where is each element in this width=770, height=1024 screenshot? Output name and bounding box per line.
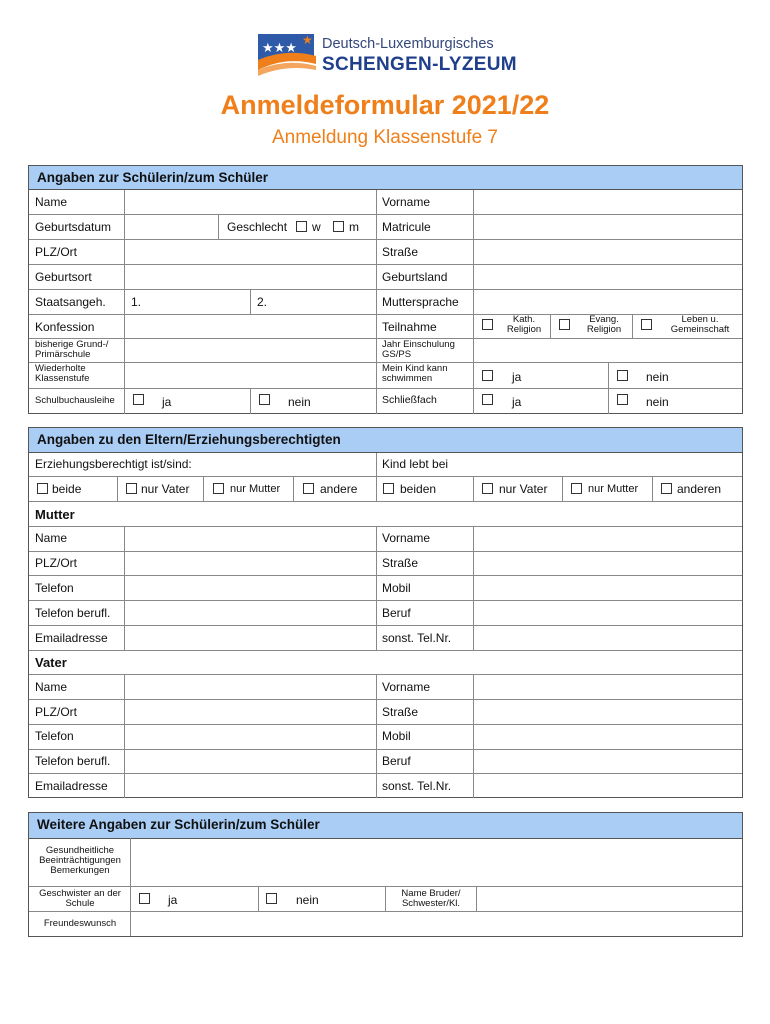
- konfession-field[interactable]: [125, 315, 375, 337]
- vater-label-name: Name: [35, 680, 68, 694]
- checkbox-schulbuch-ja[interactable]: [133, 394, 144, 405]
- label-nr2: 2.: [257, 295, 268, 309]
- vater-label-plz: PLZ/Ort: [35, 705, 78, 719]
- school-logo: [258, 30, 528, 80]
- geburtsort-field[interactable]: [125, 265, 375, 288]
- label-andere: andere: [320, 482, 358, 496]
- checkbox-schliessfach-ja[interactable]: [482, 394, 493, 405]
- plz-field[interactable]: [125, 240, 375, 263]
- vater-strasse-field[interactable]: [474, 700, 742, 723]
- checkbox-geschwister-ja[interactable]: [139, 893, 150, 904]
- checkbox-beide[interactable]: [37, 483, 48, 494]
- label-konfession: Konfession: [35, 320, 95, 334]
- label-teilnahme: Teilnahme: [382, 320, 437, 334]
- label-matricule: Matricule: [382, 220, 431, 234]
- checkbox-schulbuch-nein[interactable]: [259, 394, 270, 405]
- vater-beruf-field[interactable]: [474, 750, 742, 772]
- wiederholte-field[interactable]: [125, 363, 375, 387]
- vater-mobil-field[interactable]: [474, 725, 742, 748]
- vater-label-mobil: Mobil: [382, 729, 411, 743]
- label-evang: Evang. Religion: [586, 314, 622, 335]
- form-title: Anmeldeformular 2021/22: [220, 90, 550, 120]
- checkbox-schliessfach-nein[interactable]: [617, 394, 628, 405]
- staatsangeh2-field[interactable]: [266, 290, 375, 313]
- label-strasse: Straße: [382, 245, 419, 259]
- freundeswunsch-field[interactable]: [131, 912, 742, 936]
- label-plz: PLZ/Ort: [35, 245, 78, 259]
- mutter-label-beruf: Beruf: [382, 606, 411, 620]
- mutter-mobil-field[interactable]: [474, 576, 742, 599]
- vater-plz-field[interactable]: [125, 700, 375, 723]
- label-schulbuch: Schulbuchausleihe: [35, 395, 115, 406]
- svg-text:★: ★: [302, 33, 313, 47]
- label-m: m: [349, 220, 359, 234]
- muttersprache-field[interactable]: [474, 290, 742, 313]
- vater-label-vorname: Vorname: [382, 680, 431, 694]
- label-kind-nur-vater: nur Vater: [499, 482, 548, 496]
- geburtsdatum-field[interactable]: [125, 215, 217, 238]
- mutter-telefon-field[interactable]: [125, 576, 375, 599]
- vater-label-strasse: Straße: [382, 705, 419, 719]
- vater-label-telefon: Telefon: [35, 729, 74, 743]
- label-geschwister-nein: nein: [296, 893, 319, 907]
- label-nur-mutter: nur Mutter: [230, 483, 281, 495]
- label-schwimmen-ja: ja: [512, 370, 522, 384]
- label-nr1: 1.: [131, 295, 142, 309]
- mutter-label-name: Name: [35, 531, 68, 545]
- label-staatsangeh: Staatsangeh.: [35, 295, 106, 309]
- checkbox-nur-vater[interactable]: [126, 483, 137, 494]
- label-schliessfach-nein: nein: [646, 395, 669, 409]
- checkbox-kath[interactable]: [482, 319, 493, 330]
- staatsangeh1-field[interactable]: [140, 290, 249, 313]
- subheading-vater: Vater: [35, 655, 67, 670]
- label-nur-vater: nur Vater: [141, 482, 190, 496]
- mutter-label-telberufl: Telefon berufl.: [35, 606, 111, 620]
- vater-label-email: Emailadresse: [35, 779, 108, 793]
- logo-line1: Deutsch-Luxemburgisches: [322, 36, 494, 52]
- mutter-label-vorname: Vorname: [382, 531, 431, 545]
- label-geburtsdatum: Geburtsdatum: [35, 220, 112, 234]
- checkbox-schwimmen-ja[interactable]: [482, 370, 493, 381]
- label-w: w: [312, 220, 321, 234]
- vater-sonst-field[interactable]: [474, 774, 742, 797]
- jahr-field[interactable]: [474, 339, 742, 361]
- checkbox-kind-beiden[interactable]: [383, 483, 394, 494]
- matricule-field[interactable]: [474, 215, 742, 238]
- mutter-label-plz: PLZ/Ort: [35, 556, 78, 570]
- svg-text:★★★: ★★★: [262, 41, 297, 56]
- vater-email-field[interactable]: [125, 774, 375, 797]
- mutter-telberufl-field[interactable]: [125, 601, 375, 624]
- label-beide: beide: [52, 482, 82, 496]
- mutter-label-email: Emailadresse: [35, 631, 108, 645]
- mutter-plz-field[interactable]: [125, 552, 375, 574]
- section-header: Weitere Angaben zur Schülerin/zum Schüler: [29, 813, 742, 839]
- checkbox-leben[interactable]: [641, 319, 652, 330]
- vater-telberufl-field[interactable]: [125, 750, 375, 772]
- checkbox-evang[interactable]: [559, 319, 570, 330]
- label-schwimmen-nein: nein: [646, 370, 669, 384]
- label-wiederholte: Wiederholte Klassenstufe: [35, 363, 90, 384]
- name-bruder-field[interactable]: [477, 887, 742, 910]
- label-name-bruder: Name Bruder/ Schwester/Kl.: [401, 888, 461, 909]
- label-geschwister-ja: ja: [168, 893, 178, 907]
- mutter-label-telefon: Telefon: [35, 581, 74, 595]
- label-schliessfach-ja: ja: [512, 395, 522, 409]
- checkbox-kind-nur-vater[interactable]: [482, 483, 493, 494]
- checkbox-kind-anderen[interactable]: [661, 483, 672, 494]
- vater-label-sonst: sonst. Tel.Nr.: [382, 779, 452, 793]
- stars-flag-icon: [258, 30, 318, 78]
- checkbox-andere[interactable]: [303, 483, 314, 494]
- label-schulbuch-nein: nein: [288, 395, 311, 409]
- subheading-mutter: Mutter: [35, 507, 75, 522]
- label-kind-nur-mutter: nur Mutter: [588, 483, 639, 495]
- student-name-field[interactable]: [125, 191, 375, 213]
- section-header: Angaben zu den Eltern/Erziehungsberechtigten: [29, 428, 742, 453]
- label-geburtsland: Geburtsland: [382, 270, 448, 284]
- label-gesundheit: Gesundheitliche Beeinträchtigungen Bemerkungen: [39, 845, 121, 876]
- mutter-name-field[interactable]: [125, 527, 375, 550]
- vater-name-field[interactable]: [125, 675, 375, 698]
- label-schliessfach: Schließfach: [382, 394, 437, 406]
- mutter-label-strasse: Straße: [382, 556, 419, 570]
- label-kind-beiden: beiden: [400, 482, 437, 496]
- label-kind-lebt-bei: Kind lebt bei: [382, 457, 449, 471]
- label-schwimmen: Mein Kind kann schwimmen: [382, 363, 448, 384]
- label-erziehungsberechtigt: Erziehungsberechtigt ist/sind:: [35, 457, 192, 471]
- label-kind-anderen: anderen: [677, 482, 722, 496]
- section-header: Angaben zur Schülerin/zum Schüler: [29, 166, 742, 190]
- mutter-beruf-field[interactable]: [474, 601, 742, 624]
- label-geburtsort: Geburtsort: [35, 270, 92, 284]
- logo-line2: SCHENGEN-LYZEUM: [322, 54, 517, 75]
- label-geschwister: Geschwister an der Schule: [39, 888, 121, 909]
- label-vorname: Vorname: [382, 195, 431, 209]
- checkbox-geschwister-nein[interactable]: [266, 893, 277, 904]
- label-geschlecht: Geschlecht: [227, 220, 288, 234]
- gesundheit-field[interactable]: [131, 839, 742, 885]
- vater-label-telberufl: Telefon berufl.: [35, 754, 111, 768]
- checkbox-w[interactable]: [296, 221, 307, 232]
- label-kath: Kath. Religion: [506, 314, 542, 335]
- geburtsland-field[interactable]: [474, 265, 742, 288]
- mutter-email-field[interactable]: [125, 626, 375, 649]
- checkbox-nur-mutter[interactable]: [213, 483, 224, 494]
- vater-label-beruf: Beruf: [382, 754, 411, 768]
- strasse-field[interactable]: [474, 240, 742, 263]
- mutter-label-mobil: Mobil: [382, 581, 411, 595]
- label-jahr: Jahr Einschulung GS/PS: [382, 339, 455, 360]
- checkbox-kind-nur-mutter[interactable]: [571, 483, 582, 494]
- mutter-label-sonst: sonst. Tel.Nr.: [382, 631, 452, 645]
- label-schulbuch-ja: ja: [162, 395, 172, 409]
- mutter-sonst-field[interactable]: [474, 626, 742, 649]
- vater-vorname-field[interactable]: [474, 675, 742, 698]
- label-freundeswunsch: Freundeswunsch: [43, 918, 117, 929]
- label-bisherige: bisherige Grund-/ Primärschule: [35, 339, 109, 360]
- label-name: Name: [35, 195, 68, 209]
- label-muttersprache: Muttersprache: [382, 295, 459, 309]
- student-vorname-field[interactable]: [474, 191, 742, 213]
- form-subtitle: Anmeldung Klassenstufe 7: [271, 127, 499, 148]
- checkbox-schwimmen-nein[interactable]: [617, 370, 628, 381]
- vater-telefon-field[interactable]: [125, 725, 375, 748]
- checkbox-m[interactable]: [333, 221, 344, 232]
- label-leben: Leben u. Gemeinschaft: [670, 314, 730, 335]
- mutter-vorname-field[interactable]: [474, 527, 742, 550]
- mutter-strasse-field[interactable]: [474, 552, 742, 574]
- bisherige-field[interactable]: [125, 339, 375, 361]
